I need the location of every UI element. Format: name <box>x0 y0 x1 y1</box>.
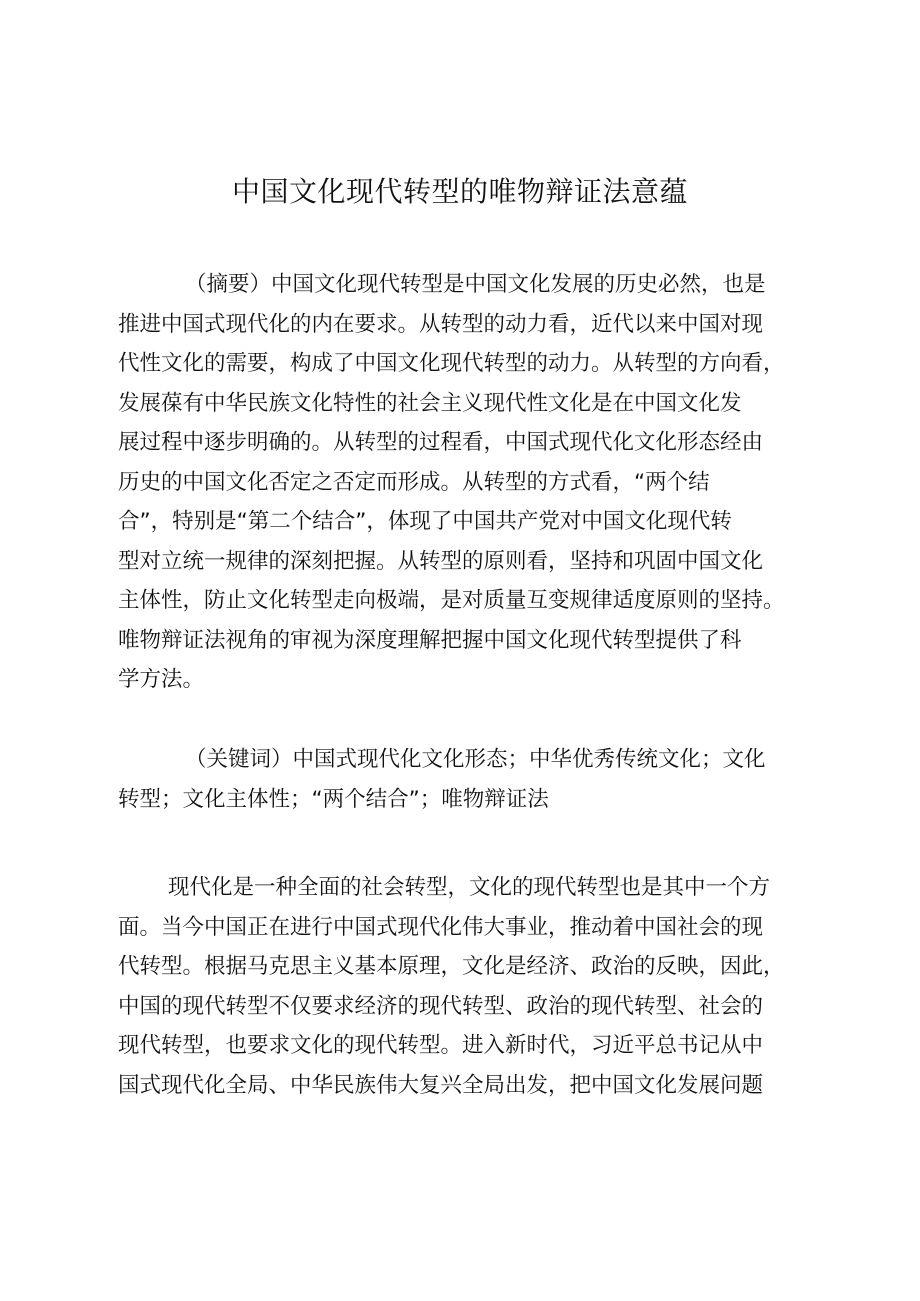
body-line: 国式现代化全局、中华民族伟大复兴全局出发，把中国文化发展问题 <box>118 1072 764 1098</box>
abstract-line: 唯物辩证法视角的审视为深度理解把握中国文化现代转型提供了科 <box>118 627 742 653</box>
body-line: 代转型。根据马克思主义基本原理，文化是经济、政治的反映，因此， <box>118 954 785 979</box>
abstract-line: 型对立统一规律的深刻把握。从转型的原则看，坚持和巩固中国文化 <box>118 548 764 574</box>
keywords-line: （关键词）中国式现代化文化形态；中华优秀传统文化；文化 <box>185 747 766 772</box>
abstract-paragraph <box>118 265 818 700</box>
abstract-line: 学方法。 <box>118 667 205 692</box>
abstract-line: 推进中国式现代化的内在要求。从转型的动力看，近代以来中国对现 <box>118 311 764 337</box>
abstract-line: 历史的中国文化否定之否定而形成。从转型的方式看，“两个结 <box>118 469 710 495</box>
keywords-line: 转型；文化主体性；“两个结合”；唯物辩证法 <box>118 786 549 812</box>
body-line: 面。当今中国正在进行中国式现代化伟大事业，推动着中国社会的现 <box>118 914 764 940</box>
body-line: 现代转型，也要求文化的现代转型。进入新时代，习近平总书记从中 <box>118 1033 764 1058</box>
body-paragraph <box>118 868 818 1105</box>
abstract-line: 合”，特别是“第二个结合”，体现了中国共产党对中国文化现代转 <box>118 509 732 534</box>
body-line: 现代化是一种全面的社会转型，文化的现代转型也是其中一个方 <box>168 875 771 900</box>
abstract-line: 代性文化的需要，构成了中国文化现代转型的动力。从转型的方向看， <box>118 351 785 376</box>
keywords-paragraph <box>118 740 818 819</box>
abstract-line: （摘要）中国文化现代转型是中国文化发展的历史必然，也是 <box>185 272 766 297</box>
abstract-line: 主体性，防止文化转型走向极端，是对质量互变规律适度原则的坚持。 <box>118 588 785 613</box>
body-line: 中国的现代转型不仅要求经济的现代转型、政治的现代转型、社会的 <box>118 993 764 1019</box>
abstract-line: 展过程中逐步明确的。从转型的过程看，中国式现代化文化形态经由 <box>118 430 764 455</box>
abstract-line: 发展葆有中华民族文化特性的社会主义现代性文化是在中国文化发 <box>118 390 742 416</box>
document-title: 中国文化现代转型的唯物辩证法意蕴 <box>231 175 688 208</box>
